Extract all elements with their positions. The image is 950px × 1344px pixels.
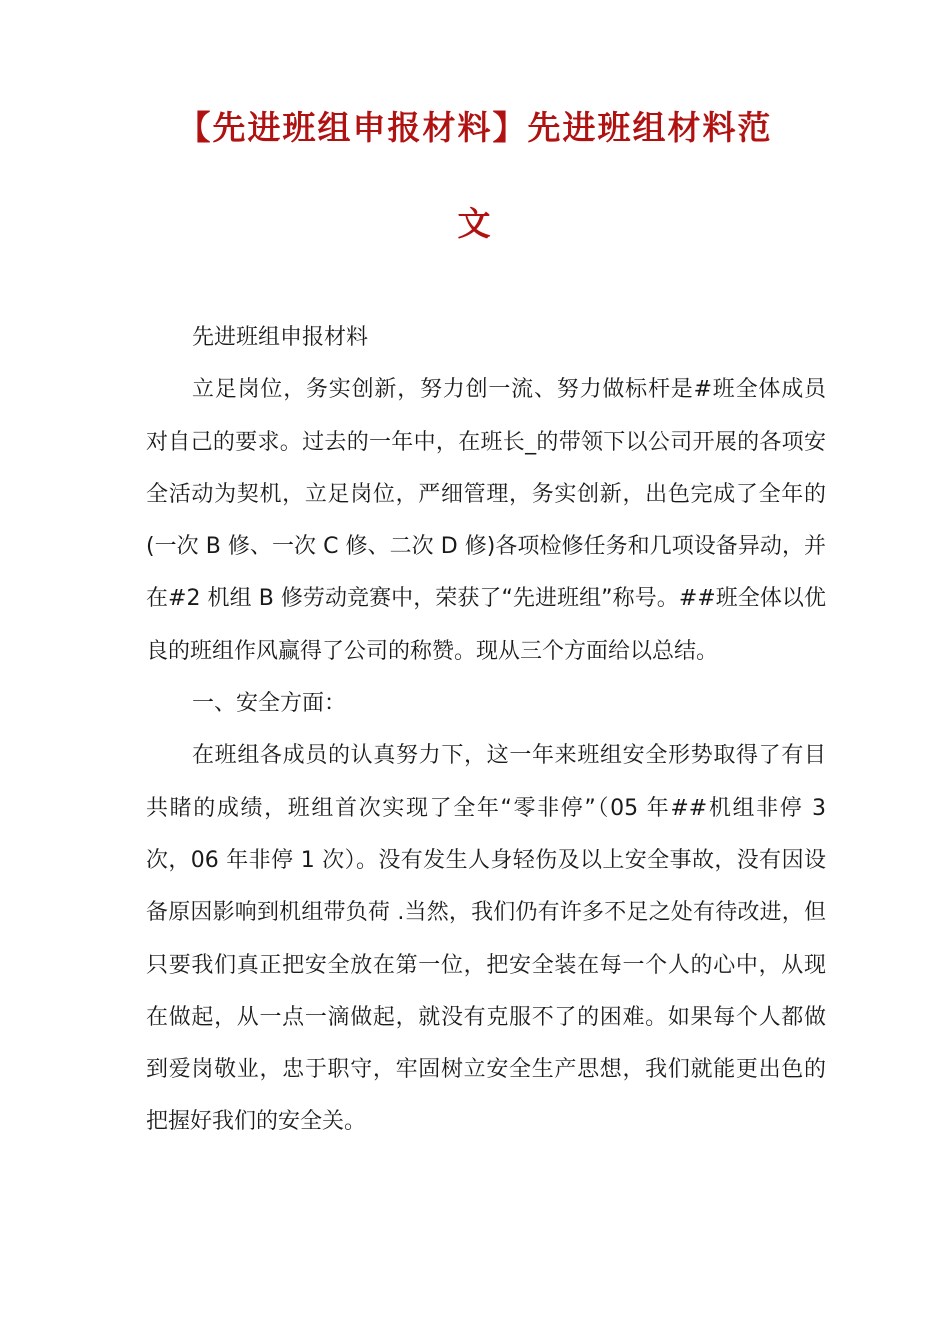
intro-paragraph: 立足岗位，务实创新，努力创一流、努力做标杆是#班全体成员对自己的要求。过去的一年中，在班长_的带领下以公司开展的各项安全活动为契机，立足岗位，严细管理，务实创新，出色完成了全年的(一次 B 修、一次 C 修、二次 D 修)各项检修任务和几项设备异动，并在#2 机组 B 修劳动竞赛中，荣获了“先进班组”称号。##班全体以优良的班组作风赢得了公司的称赞。现从三个方面给以总结。 — [146, 377, 826, 664]
document-title-line-2: 文 — [457, 204, 493, 243]
section-heading-application: 先进班组申报材料 — [192, 325, 369, 350]
document-title-line-1: 【先进班组申报材料】先进班组材料范 — [177, 108, 773, 147]
document-body — [146, 312, 826, 1149]
section-heading-safety: 一、安全方面： — [192, 691, 347, 717]
safety-paragraph: 在班组各成员的认真努力下，这一年来班组安全形势取得了有目共睹的成绩，班组首次实现了全年“零非停”（05 年##机组非停 3 次，06 年非停 1 次）。没有发生人身轻伤及以上安全事故，没有因设备原因影响到机组带负荷 .当然，我们仍有许多不足之处有待改进，但只要我们真正把安全放在第一位，把安全装在每一个人的心中，从现在做起，从一点一滴做起，就没有克服不了的困难。如果每个人都做到爱岗敬业，忠于职守，牢固树立安全生产思想，我们就能更出色的把握好我们的安全关。 — [146, 743, 826, 1135]
